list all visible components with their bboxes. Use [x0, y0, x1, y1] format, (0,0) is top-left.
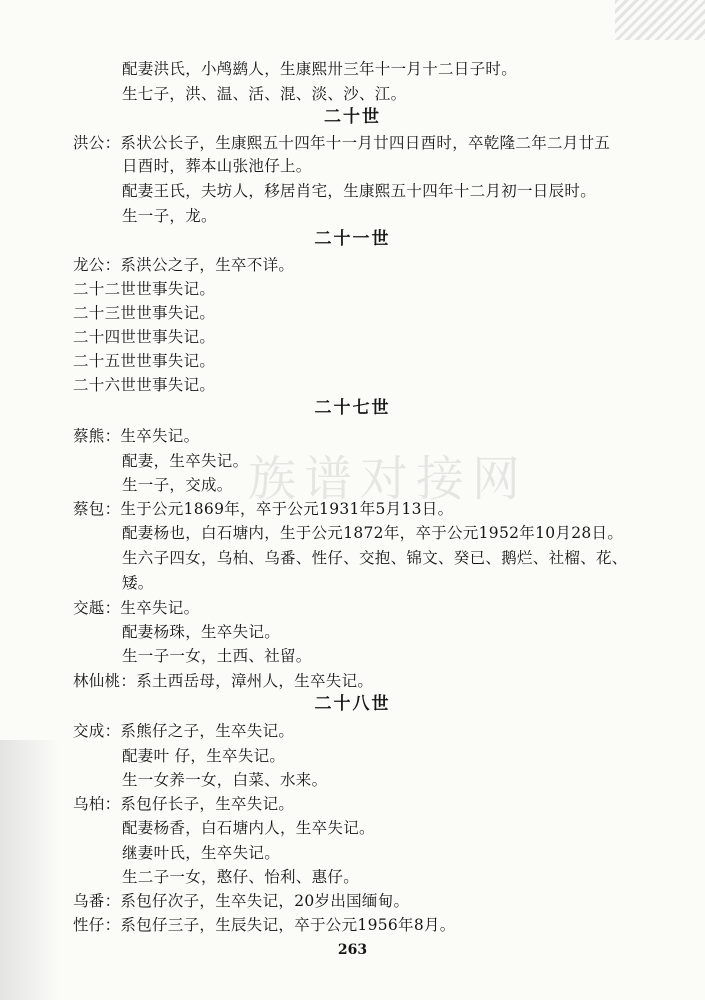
generation-heading: 二十一世 [314, 229, 391, 249]
entry-detail-line: 配妻杨香，白石塘内人，生卒失记。 [122, 819, 375, 837]
entry-line: 交趆：生卒失记。 [73, 599, 200, 617]
entry-line: 二十二世世事失记。 [73, 280, 216, 298]
entry-line: 二十三世世事失记。 [73, 304, 216, 322]
entry-detail-line: 配妻杨也，白石塘内，生于公元1872年，卒于公元1952年10月28日。 [122, 524, 624, 542]
page-number: 263 [337, 942, 368, 958]
entry-line: 二十四世世事失记。 [73, 328, 216, 346]
entry-detail-line: 生一子，龙。 [122, 207, 217, 225]
entry-line: 林仙桃：系土西岳母，漳州人，生卒失记。 [73, 672, 374, 690]
entry-line: 性仔：系包仔三子，生辰失记，卒于公元1956年8月。 [73, 916, 456, 934]
entry-detail-line: 生二子一女，憨仔、怡利、惠仔。 [122, 868, 360, 886]
entry-line: 洪公：系状公长子，生康熙五十四年十一月廿四日酉时，卒乾隆二年二月廿五 [73, 134, 611, 152]
entry-detail-line: 矮。 [122, 574, 154, 592]
entry-line: 蔡包：生于公元1869年，卒于公元1931年5月13日。 [73, 500, 454, 518]
entry-detail-line: 配妻洪氏，小鸬鹚人，生康熙卅三年十一月十二日子时。 [122, 60, 518, 78]
entry-detail-line: 日酉时，葬本山张池仔上。 [122, 157, 312, 175]
entry-detail-line: 配妻叶 仔，生卒失记。 [122, 747, 286, 765]
entry-line: 龙公：系洪公之子，生卒不详。 [73, 256, 295, 274]
entry-line: 交成：系熊仔之子，生卒失记。 [73, 722, 295, 740]
entry-detail-line: 生六子四女，乌柏、乌番、性仔、交抱、锦文、癸已、鹅烂、社榴、花、 [122, 549, 628, 567]
generation-heading: 二十七世 [314, 398, 391, 418]
entry-line: 蔡熊：生卒失记。 [73, 427, 200, 445]
generation-heading: 二十八世 [314, 694, 391, 714]
entry-detail-line: 生七子，洪、温、活、混、淡、沙、江。 [122, 85, 407, 103]
entry-line: 乌柏：系包仔长子，生卒失记。 [73, 795, 295, 813]
scan-corner-mark [615, 0, 705, 40]
watermark: 族谱对接网 [248, 451, 529, 507]
entry-detail-line: 继妻叶氏，生卒失记。 [122, 844, 281, 862]
entry-detail-line: 配妻杨珠，生卒失记。 [122, 623, 281, 641]
entry-detail-line: 生一子，交成。 [122, 476, 233, 494]
entry-detail-line: 生一子一女，土西、社留。 [122, 647, 312, 665]
entry-detail-line: 配妻，生卒失记。 [122, 452, 249, 470]
scan-edge-shadow [0, 740, 60, 1000]
entry-line: 二十六世世事失记。 [73, 376, 216, 394]
entry-detail-line: 生一女养一女，白菜、水来。 [122, 771, 328, 789]
entry-detail-line: 配妻王氏，夫坊人，移居肖宅，生康熙五十四年十二月初一日辰时。 [122, 182, 597, 200]
entry-line: 乌番：系包仔次子，生卒失记，20岁出国缅甸。 [73, 892, 410, 910]
generation-heading: 二十世 [324, 107, 381, 127]
entry-line: 二十五世世事失记。 [73, 352, 216, 370]
